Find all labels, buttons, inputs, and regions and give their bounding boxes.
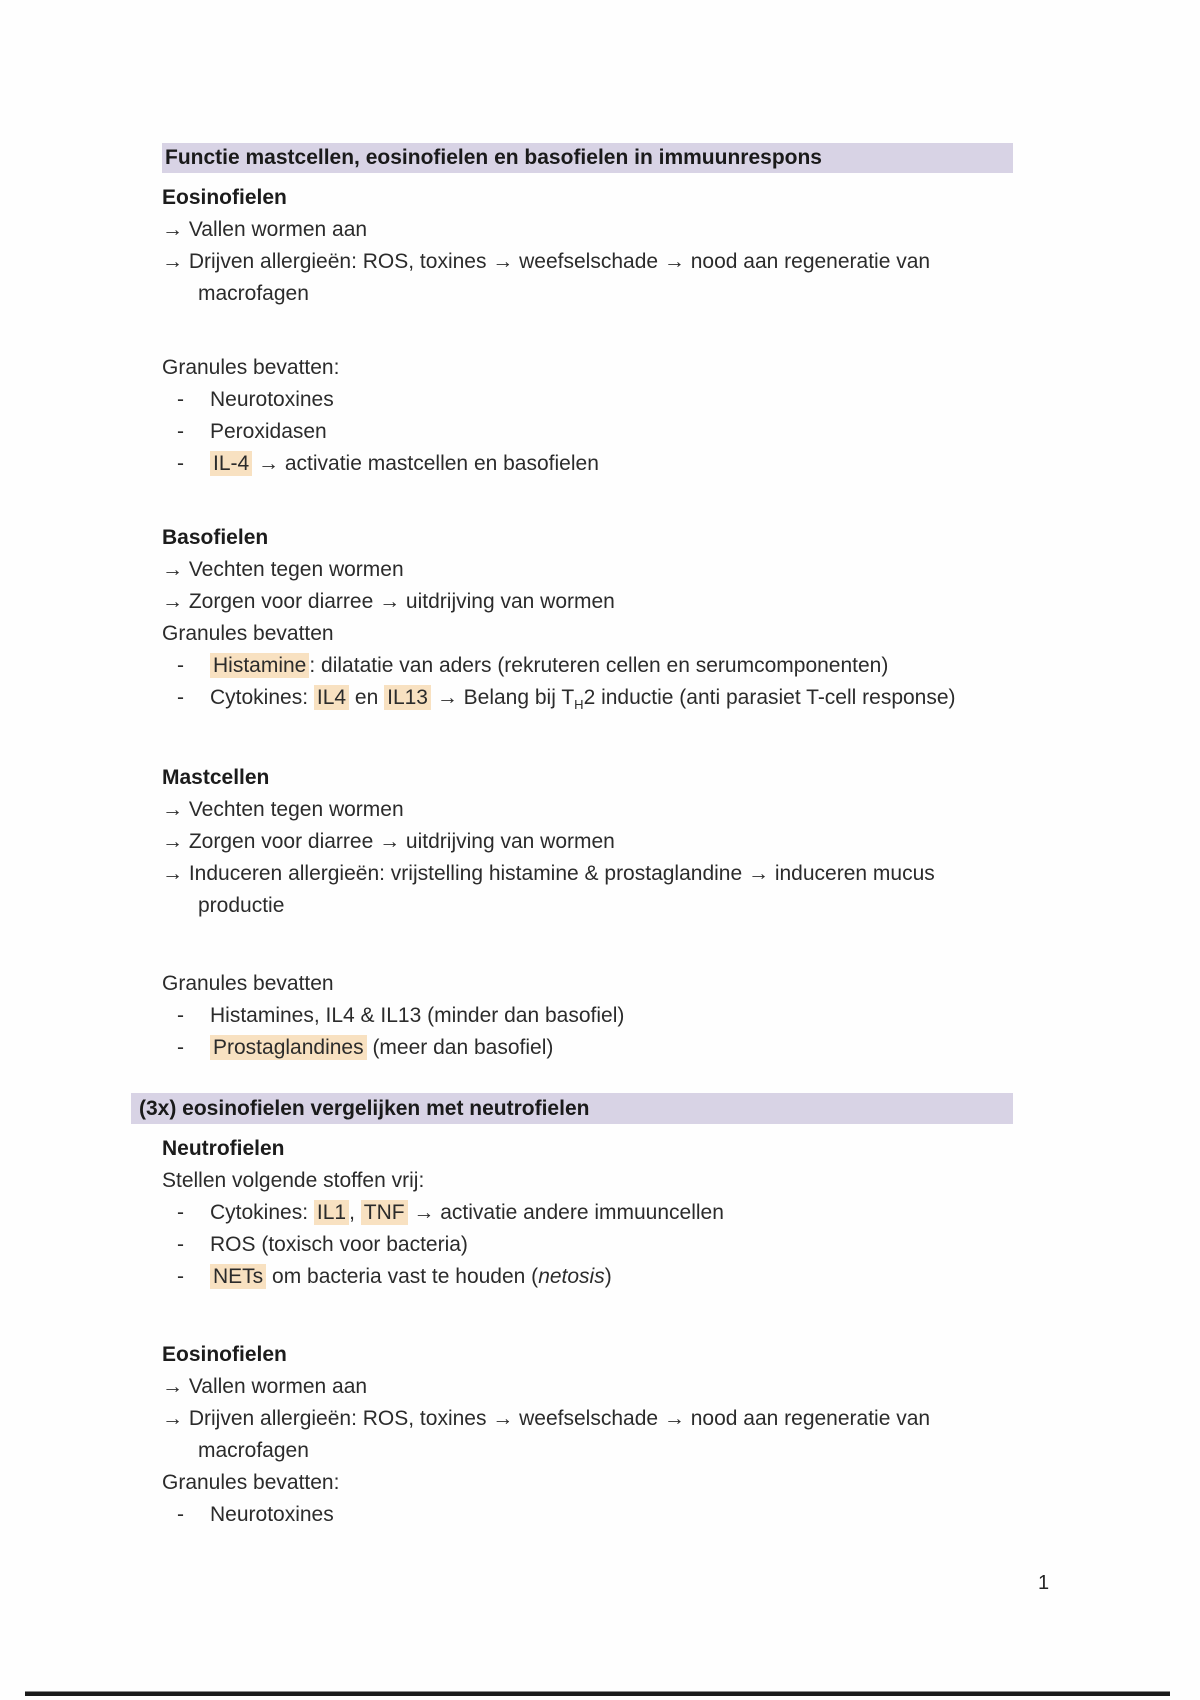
section-title: (3x) eosinofielen vergelijken met neutrofielen: [139, 1097, 590, 1120]
section-title-bar: [131, 1093, 1013, 1124]
bullet-text: Neurotoxines: [210, 388, 334, 411]
bullet-marker: -: [177, 1036, 184, 1059]
continuation-line: macrofagen: [198, 282, 309, 305]
bullet-text: Neurotoxines: [210, 1503, 334, 1526]
bullet-marker: -: [177, 420, 184, 443]
bullet-text-rest: → activatie andere immuuncellen: [407, 1201, 724, 1224]
bullet-marker: -: [177, 1265, 184, 1288]
bullet-text-end: 2 inductie (anti parasiet T-cell response): [583, 686, 956, 709]
highlighted-term: Histamine: [210, 653, 309, 678]
bullet-text: [210, 448, 599, 480]
granules-label: Granules bevatten: [162, 972, 334, 995]
highlighted-term: IL1: [314, 1200, 349, 1225]
bullet-text: Peroxidasen: [210, 420, 327, 443]
subsection-heading-eosinofielen: Eosinofielen: [162, 186, 287, 209]
continuation-line: macrofagen: [198, 1439, 309, 1462]
highlighted-term: NETs: [210, 1264, 266, 1289]
arrow-line: → Vallen wormen aan: [162, 1375, 368, 1398]
bullet-text-rest: → activatie mastcellen en basofielen: [252, 452, 599, 475]
section-title-bar: [162, 143, 1013, 173]
subsection-heading-basofielen: Basofielen: [162, 526, 269, 549]
subscript-text: H: [574, 697, 584, 713]
bullet-item: [162, 1229, 1013, 1261]
arrow-line: → Zorgen voor diarree → uitdrijving van wormen: [162, 590, 615, 613]
bullet-text-rest: (meer dan basofiel): [366, 1036, 554, 1059]
highlighted-term: TNF: [361, 1200, 408, 1225]
subsection-heading-mastcellen: Mastcellen: [162, 766, 270, 789]
bullet-marker: -: [177, 1233, 184, 1256]
bullet-item: [162, 448, 1013, 480]
bullet-text-pre: Cytokines:: [210, 686, 314, 709]
arrow-line: → Drijven allergieën: ROS, toxines → weefselschade → nood aan regeneratie van: [162, 250, 931, 273]
arrow-line: → Vechten tegen wormen: [162, 558, 404, 581]
page-bottom-edge: [25, 1691, 1170, 1696]
bullet-text-after: → Belang bij T: [430, 686, 575, 709]
intro-line: Stellen volgende stoffen vrij:: [162, 1169, 425, 1192]
bullet-item: [162, 650, 1013, 682]
section-title: Functie mastcellen, eosinofielen en basofielen in immuunrespons: [165, 146, 822, 169]
subsection-heading-eosinofielen: Eosinofielen: [162, 1343, 287, 1366]
bullet-item: [162, 416, 1013, 448]
arrow-line: → Vechten tegen wormen: [162, 798, 404, 821]
bullet-text: ROS (toxisch voor bacteria): [210, 1233, 468, 1256]
bullet-item: [162, 1261, 1013, 1293]
page-number: 1: [1038, 1572, 1050, 1594]
bullet-text: [210, 1032, 553, 1064]
bullet-item: [162, 384, 1013, 416]
arrow-line: → Vallen wormen aan: [162, 218, 368, 241]
bullet-item: [162, 1032, 1013, 1064]
bullet-text: [210, 650, 888, 682]
bullet-text: Histamines, IL4 & IL13 (minder dan basofiel): [210, 1004, 625, 1027]
arrow-line: → Induceren allergieën: vrijstelling histamine & prostaglandine → induceren mucus: [162, 862, 935, 885]
bullet-text: [210, 1197, 724, 1229]
bullet-text-end: ): [604, 1265, 612, 1288]
bullet-marker: -: [177, 1201, 184, 1224]
highlighted-term: Prostaglandines: [210, 1035, 367, 1060]
bullet-text: [210, 1261, 612, 1293]
granules-label: Granules bevatten:: [162, 1471, 340, 1494]
bullet-marker: -: [177, 654, 184, 677]
bullet-text-mid: om bacteria vast te houden (: [266, 1265, 539, 1288]
highlighted-term: IL4: [314, 685, 349, 710]
highlighted-term: IL-4: [210, 451, 252, 476]
bullet-item: [162, 1499, 1013, 1531]
bullet-text: [210, 682, 956, 714]
bullet-item: [162, 1000, 1013, 1032]
bullet-marker: -: [177, 1503, 184, 1526]
bullet-text-mid: ,: [349, 1201, 361, 1224]
granules-label: Granules bevatten: [162, 622, 334, 645]
italic-term: netosis: [538, 1265, 605, 1288]
subsection-heading-neutrofielen: Neutrofielen: [162, 1137, 285, 1160]
granules-label: Granules bevatten:: [162, 356, 340, 379]
highlighted-term: IL13: [384, 685, 431, 710]
bullet-text-rest: : dilatatie van aders (rekruteren cellen en serumcomponenten): [309, 654, 889, 677]
bullet-text-pre: Cytokines:: [210, 1201, 314, 1224]
bullet-text-mid: en: [349, 686, 385, 709]
bullet-marker: -: [177, 388, 184, 411]
bullet-marker: -: [177, 452, 184, 475]
arrow-line: → Drijven allergieën: ROS, toxines → weefselschade → nood aan regeneratie van: [162, 1407, 931, 1430]
bullet-item: [162, 1197, 1013, 1229]
bullet-marker: -: [177, 686, 184, 709]
bullet-item: [162, 682, 1013, 714]
bullet-marker: -: [177, 1004, 184, 1027]
notes-content: [139, 143, 1013, 1531]
continuation-line: productie: [198, 894, 285, 917]
arrow-line: → Zorgen voor diarree → uitdrijving van wormen: [162, 830, 615, 853]
